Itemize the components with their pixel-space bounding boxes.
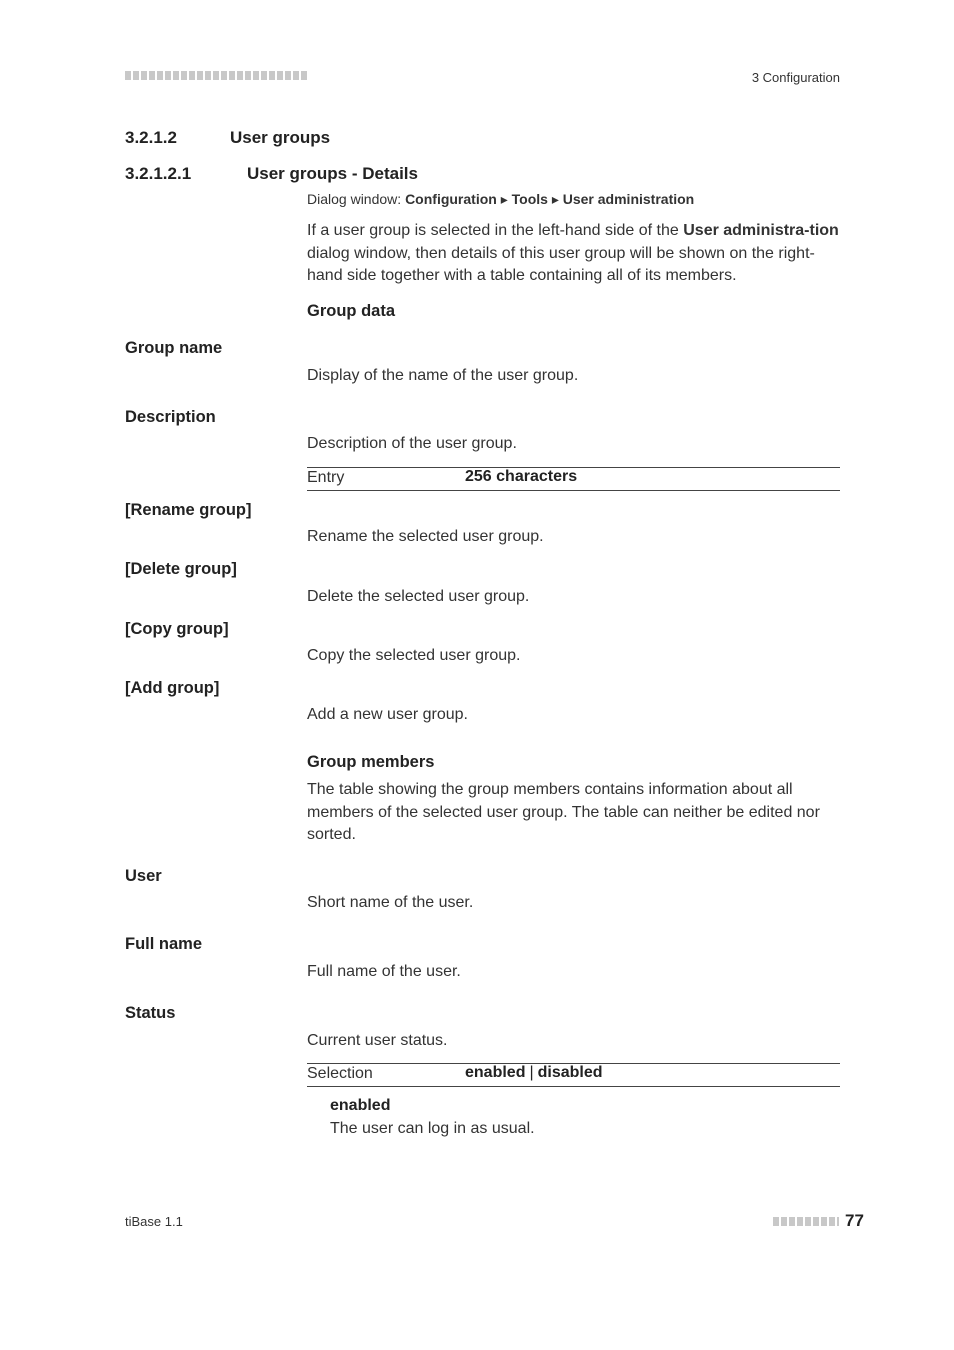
intro-bold: User administra-tion <box>683 222 839 239</box>
group-data-heading: Group data <box>307 302 396 320</box>
option-desc-enabled: The user can log in as usual. <box>330 1120 535 1137</box>
subsection-title: User groups - Details <box>247 164 418 183</box>
table-value <box>465 1064 603 1082</box>
desc-description: Description of the user group. <box>307 435 517 452</box>
breadcrumb-item: Configuration <box>405 191 497 207</box>
breadcrumb-separator: ▸ <box>547 191 563 207</box>
option-term-enabled: enabled <box>330 1097 391 1114</box>
header-decoration <box>125 71 307 80</box>
desc-add-group: Add a new user group. <box>307 706 468 723</box>
intro-paragraph <box>307 220 842 288</box>
desc-delete-group: Delete the selected user group. <box>307 588 530 605</box>
table-value: 256 characters <box>465 468 578 485</box>
footer-product: tiBase 1.1 <box>125 1214 183 1229</box>
subsection-number: 3.2.1.2.1 <box>125 164 192 183</box>
term-copy-group: [Copy group] <box>125 620 229 638</box>
status-selection-table <box>307 1063 840 1087</box>
page-number: 77 <box>845 1211 864 1230</box>
intro-text-end: dialog window, then details of this user group will be shown on the right-hand side together with a table containing all of its members. <box>307 244 815 284</box>
desc-user: Short name of the user. <box>307 894 474 911</box>
table-key: Selection <box>307 1065 373 1082</box>
intro-text: If a user group is selected in the left-hand side of the <box>307 222 684 239</box>
term-description: Description <box>125 408 216 426</box>
subsection-heading <box>125 164 525 184</box>
desc-full-name: Full name of the user. <box>307 963 461 980</box>
breadcrumb <box>307 191 694 208</box>
breadcrumb-separator: ▸ <box>496 191 512 207</box>
term-status: Status <box>125 1004 176 1022</box>
option-separator: | <box>529 1064 534 1081</box>
term-add-group: [Add group] <box>125 679 220 697</box>
term-full-name: Full name <box>125 935 203 953</box>
option-enabled: enabled <box>465 1064 526 1081</box>
term-user: User <box>125 867 162 885</box>
footer-decoration <box>773 1217 839 1226</box>
section-number: 3.2.1.2 <box>125 128 177 147</box>
breadcrumb-item: Tools <box>511 191 548 207</box>
term-delete-group: [Delete group] <box>125 560 237 578</box>
desc-status: Current user status. <box>307 1032 448 1049</box>
breadcrumb-item: User administration <box>562 191 695 207</box>
section-title: User groups <box>230 128 331 147</box>
desc-group-name: Display of the name of the user group. <box>307 367 579 384</box>
group-members-paragraph: The table showing the group members contains information about all members of the selected user group. The table can neither be edited nor sorted. <box>307 781 820 843</box>
chapter-title: 3 Configuration <box>751 70 840 85</box>
section-heading <box>125 128 525 148</box>
term-rename-group: [Rename group] <box>125 501 252 519</box>
option-disabled: disabled <box>537 1064 603 1081</box>
desc-rename-group: Rename the selected user group. <box>307 528 544 545</box>
description-entry-table <box>307 467 840 491</box>
term-group-name: Group name <box>125 339 223 357</box>
table-key: Entry <box>307 469 345 486</box>
group-members-heading: Group members <box>307 753 435 771</box>
breadcrumb-prefix: Dialog window: <box>307 191 406 207</box>
desc-copy-group: Copy the selected user group. <box>307 647 521 664</box>
